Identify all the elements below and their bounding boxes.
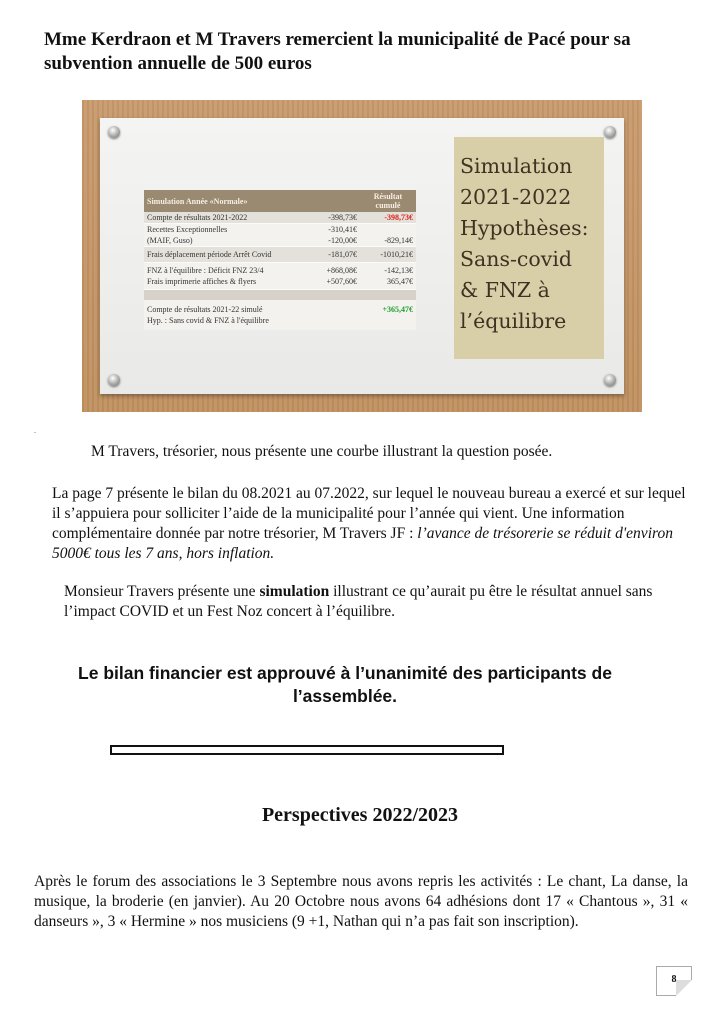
table-row [144, 235, 416, 247]
row-label: (MAIF, Guso) [147, 236, 193, 245]
row-value [312, 315, 360, 326]
row-cumul: 365,47€ [387, 277, 413, 286]
row-label: Frais déplacement période Arrêt Covid [147, 250, 272, 259]
hypothesis-line: Sans-covid [460, 247, 572, 271]
table-row [144, 263, 416, 276]
paragraph-simulation-text: Monsieur Travers présente une [64, 583, 260, 600]
table-row [144, 212, 416, 224]
row-cumul [360, 315, 416, 326]
table-row [144, 315, 416, 330]
paragraph-balance [52, 484, 692, 564]
row-value: -398,73€ [328, 213, 357, 222]
table-header-cumul: Résultat cumulé [373, 192, 403, 210]
table-row [144, 276, 416, 290]
row-cumul: -398,73€ [384, 213, 413, 222]
paragraph-simulation-bold: simulation [259, 583, 330, 600]
section-heading-perspectives: Perspectives 2022/2023 [261, 804, 459, 826]
table-header [144, 190, 416, 212]
row-label: Hyp. : Sans covid & FNZ à l'équilibre [147, 316, 269, 325]
hypothesis-line: Simulation [460, 154, 573, 178]
row-value [312, 304, 360, 315]
row-label: Recettes Exceptionnelles [147, 225, 228, 234]
paragraph-simulation-text-end: illustrant ce qu’aurait pu être le résultat annuel sans l’impact COVID et un Fest Noz concert à l’équilibre. [64, 583, 653, 620]
row-cumul: -829,14€ [384, 236, 413, 245]
hypothesis-line: & FNZ à [460, 278, 550, 302]
row-cumul: +365,47€ [382, 305, 413, 314]
row-cumul: -1010,21€ [380, 250, 413, 259]
row-value: +507,60€ [326, 277, 357, 286]
paragraph-activities: Après le forum des associations le 3 Septembre nous avons repris les activités : Le chant, La danse, la musique, la broderie (en janvier). Au 20 Octobre nous avons 64 adhésions dont 17 « Chantous », 31 « danseurs », 3 « Hermine » nos musiciens (9 +1, Nathan qui n’a pas fait son inscription). [34, 873, 688, 930]
page-number: 8 [656, 966, 692, 996]
row-value: -120,00€ [328, 236, 357, 245]
row-value: -181,07€ [328, 250, 357, 259]
hypothesis-box [454, 137, 604, 359]
paragraph-balance-italic: l’avance de trésorerie se réduit d'environ 5000€ tous les 7 ans, hors inflation. [52, 525, 673, 562]
table-row [144, 247, 416, 263]
simulation-table [144, 190, 416, 330]
paragraph-balance-text: La page 7 présente le bilan du 08.2021 au 07.2022, sur lequel le nouveau bureau a exercé et sur lequel il s’appuiera pour solliciter l’aide de la municipalité pour l’année qui vient. Une information complémentaire donnée par notre trésorier, M Travers JF : [52, 485, 686, 542]
row-label: Compte de résultats 2021-22 simulé [147, 305, 263, 314]
pin-icon [108, 126, 120, 138]
row-value: -310,41€ [328, 225, 357, 234]
hypothesis-line: l’équilibre [460, 309, 567, 333]
paragraph-treasurer: M Travers, trésorier, nous présente une courbe illustrant la question posée. [91, 443, 553, 460]
paragraph-simulation [64, 582, 684, 622]
row-cumul: -142,13€ [384, 266, 413, 275]
divider-box [110, 745, 504, 755]
page-title: Mme Kerdraon et M Travers remercient la municipalité de Pacé pour sa subvention annuelle de 500 euros [44, 29, 631, 74]
row-cumul [360, 224, 416, 235]
simulation-image [82, 100, 642, 412]
row-value: +868,08€ [326, 266, 357, 275]
pin-icon [604, 126, 616, 138]
table-row [144, 224, 416, 235]
hypothesis-line: Hypothèses: [460, 216, 589, 240]
hypothesis-line: 2021-2022 [460, 185, 572, 209]
pin-icon [108, 374, 120, 386]
table-row [144, 300, 416, 315]
stray-dot: . [34, 426, 36, 435]
approval-statement: Le bilan financier est approuvé à l’unanimité des participants de l’assemblée. [78, 663, 612, 706]
table-separator [144, 290, 416, 300]
table-header-label: Simulation Année «Normale» [147, 196, 248, 206]
row-label: Compte de résultats 2021-2022 [147, 213, 248, 222]
pin-icon [604, 374, 616, 386]
row-label: Frais imprimerie affiches & flyers [147, 277, 257, 286]
row-label: FNZ à l'équilibre : Déficit FNZ 23/4 [147, 266, 264, 275]
